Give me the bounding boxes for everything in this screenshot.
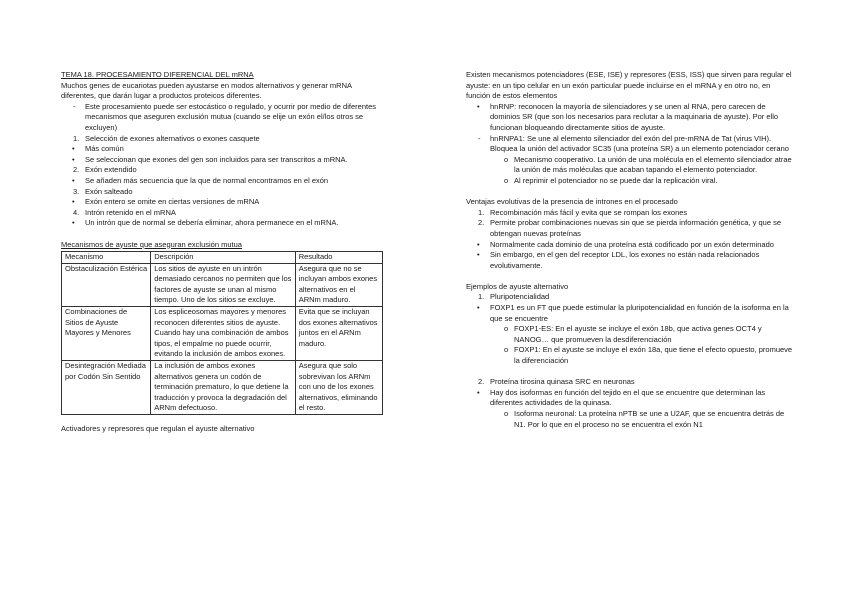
list-item-text: Exón extendido [85, 165, 137, 175]
dash-note-text: Este procesamiento puede ser estocástico o regulado, y ocurrir por medio de diferentes mecanismos que aseguren exclusión mutua (cuando se elije un exón el/los otros se excluyen) [85, 101, 376, 132]
table-cell: Asegura que solo sobrevivan los ARNm con uno de los exones alternativos, eliminando el resto. [295, 361, 382, 415]
list-item-text: Intrón retenido en el mRNA [85, 207, 176, 217]
list-marker: • [72, 197, 75, 207]
list-item-text: Se seleccionan que exones del gen son incluidos para ser transcritos a mRNA. [85, 154, 348, 164]
intro-paragraph: Muchos genes de eucariotas pueden ayustarse en modos alternativos y generar mRNA diferentes, que darán lugar a productos proteicos diferentes. [61, 80, 352, 101]
list-item [61, 187, 386, 198]
list-item [466, 292, 796, 303]
list-item [466, 377, 796, 388]
list-item [466, 218, 796, 239]
list-marker: o [504, 409, 509, 418]
list-item-text: hnRNP: reconocen la mayoría de silenciadores y se unen al RNA, pero carecen de dominios SR (que son los necesarios para reclutar a la maquinaria de ayuste). Por ello funcionan bloqueando directamente sitios de ayuste. [490, 101, 779, 132]
list-item-text: Normalmente cada dominio de una proteína está codificado por un exón determinado [490, 239, 774, 249]
table-row [62, 361, 383, 415]
list-item-text: Proteína tirosina quinasa SRC en neuronas [490, 377, 635, 387]
table-heading: Mecanismos de ayuste que aseguran exclusión mutua [61, 239, 242, 249]
list-marker: o [504, 324, 509, 334]
list-item-text: Mecanismo cooperativo. La unión de una molécula en el elemento silenciador atrae la unión de más moléculas que acaban tapando el elemento potenciador. [514, 154, 792, 175]
right-column [466, 70, 796, 430]
table-cell: Los sitios de ayuste en un intrón demasiado cercanos no permiten que los factores de ayuste se unan al mismo tiempo. Uno de los sitios se excluye. [151, 263, 295, 306]
mechanisms-table [61, 251, 383, 415]
list-marker: 4. [73, 207, 80, 217]
list-marker: • [72, 144, 75, 154]
list-marker: 1. [478, 207, 485, 217]
list-marker: • [477, 303, 480, 313]
regulators-intro: Existen mecanismos potenciadores (ESE, ISE) y represores (ESS, ISS) que sirven para regular el ayuste: en un tipo celular en un exón particular puede incluirse en el mRNA y en otro no, en función de estos elementos [466, 70, 792, 101]
list-marker: o [504, 345, 509, 355]
list-marker: • [477, 250, 480, 260]
list-item-text: Un intrón que de normal se debería eliminar, ahora permanece en el mRNA. [85, 218, 339, 228]
list-item-text: Sin embargo, en el gen del receptor LDL, los exones no están nada relacionados evolutivamente. [490, 250, 760, 270]
list-item [466, 250, 796, 271]
table-cell: Asegura que no se incluyan ambos exones alternativos en el ARNm maduro. [295, 263, 382, 306]
list-item-text: Al reprimir el potenciador no se puede dar la replicación viral. [514, 175, 718, 185]
table-row [62, 307, 383, 361]
list-item-text: Exón salteado [85, 186, 133, 196]
list-marker: • [477, 387, 480, 397]
list-marker: 2. [73, 165, 80, 175]
table-cell: La inclusión de ambos exones alternativos genera un codón de terminación prematuro, lo que detiene la traducción y provoca la degradación del ARNm defectuoso. [151, 361, 295, 415]
list-item [61, 155, 386, 166]
table-cell: Combinaciones de Sitios de Ayuste Mayores y Menores [62, 307, 151, 361]
list-item [466, 240, 796, 251]
list-item [61, 197, 386, 208]
ejemplos-list-2 [466, 377, 796, 430]
list-item [61, 208, 386, 219]
list-item [466, 324, 796, 345]
list-item [466, 208, 796, 219]
list-item-text: Isoforma neuronal: La proteína nPTB se une a U2AF, que se encuentra detrás de N1. Por lo que en el proceso no se encuentra el exón N1 [514, 409, 785, 429]
splicing-types-list [61, 134, 386, 229]
table-cell: Los espliceosomas mayores y menores reconocen diferentes sitios de ayuste. Cuando hay una combinación de ambos tipos, el empalme no puede ocurrir, evitando la inclusión de ambos exones. [151, 307, 295, 361]
left-column [61, 70, 386, 435]
list-item-text: Permite probar combinaciones nuevas sin que se pierda información genética, y que se obtengan nuevas proteínas [490, 218, 781, 238]
list-item-text: Exón entero se omite en ciertas versiones de mRNA [85, 197, 260, 207]
list-item-text: Más común [85, 144, 124, 154]
list-item-text: FOXP1 es un FT que puede estimular la pluripotencialidad en función de la isoforma en la que se encuentre [490, 303, 789, 323]
ejemplos-title: Ejemplos de ayuste alternativo [466, 281, 569, 291]
ventajas-title: Ventajas evolutivas de la presencia de intrones en el procesado [466, 197, 678, 207]
list-item-text: Selección de exones alternativos o exones casquete [85, 133, 260, 143]
table-cell: Evita que se incluyan dos exones alternativos juntos en el ARNm maduro. [295, 307, 382, 361]
list-item [61, 144, 386, 155]
list-item [61, 176, 386, 187]
table-row [62, 263, 383, 306]
list-marker: • [72, 154, 75, 164]
list-item [61, 134, 386, 145]
list-marker: • [72, 218, 75, 228]
list-marker: 1. [73, 133, 80, 143]
list-item [466, 409, 796, 430]
list-item [466, 303, 796, 324]
list-item-text: Se añaden más secuencia que la que de normal encontramos en el exón [85, 175, 329, 185]
table-header-cell: Mecanismo [62, 252, 151, 264]
list-marker: 2. [478, 218, 485, 228]
regulators-list [466, 102, 796, 187]
ejemplos-list-1 [466, 292, 796, 366]
list-marker: - [478, 133, 481, 143]
list-item [466, 102, 796, 134]
list-item-text: FOXP1-ES: En el ayuste se incluye el exón 18b, que activa genes OCT4 y NANOG… que promueven la desdiferenciación [514, 324, 762, 344]
ventajas-list [466, 208, 796, 272]
list-item-text: Hay dos isoformas en función del tejido en el que se encuentre que determinan las diferentes actividades de la quinasa. [490, 387, 766, 408]
list-item-text: Pluripotencialidad [490, 292, 550, 302]
list-marker: 2. [478, 377, 485, 387]
list-item-text: FOXP1: En el ayuste se incluye el exón 18a, que tiene el efecto opuesto, promueve la diferenciación [514, 345, 793, 366]
dash-note [61, 102, 386, 134]
list-item-text: hnRNPA1: Se une al elemento silenciador del exón del pre-mRNA de Tat (virus VIH). Bloquea la unión del activador SC35 (una proteína SR) a un elemento potenciador cerano [490, 133, 789, 154]
table-header-cell: Resultado [295, 252, 382, 264]
list-item [61, 218, 386, 229]
list-item [466, 134, 796, 155]
table-cell: Obstaculización Estérica [62, 263, 151, 306]
list-marker: • [72, 175, 75, 185]
list-item-text: Recombinación más fácil y evita que se rompan los exones [490, 207, 688, 217]
list-item [466, 345, 796, 366]
list-marker: • [477, 239, 480, 249]
list-marker: o [504, 175, 509, 185]
list-item [466, 155, 796, 176]
table-cell: Desintegración Mediada por Codón Sin Sentido [62, 361, 151, 415]
table-header-row [62, 252, 383, 264]
dash-marker: - [73, 101, 76, 111]
footer-heading: Activadores y represores que regulan el ayuste alternativo [61, 424, 255, 433]
list-marker: 3. [73, 186, 80, 196]
list-item [61, 165, 386, 176]
table-header-cell: Descripción [151, 252, 295, 264]
document-title: TEMA 18. PROCESAMIENTO DIFERENCIAL DEL mRNA [61, 70, 254, 79]
list-marker: • [477, 101, 480, 111]
list-marker: o [504, 154, 509, 164]
list-marker: 1. [478, 292, 485, 302]
list-item [466, 388, 796, 409]
list-item [466, 176, 796, 187]
